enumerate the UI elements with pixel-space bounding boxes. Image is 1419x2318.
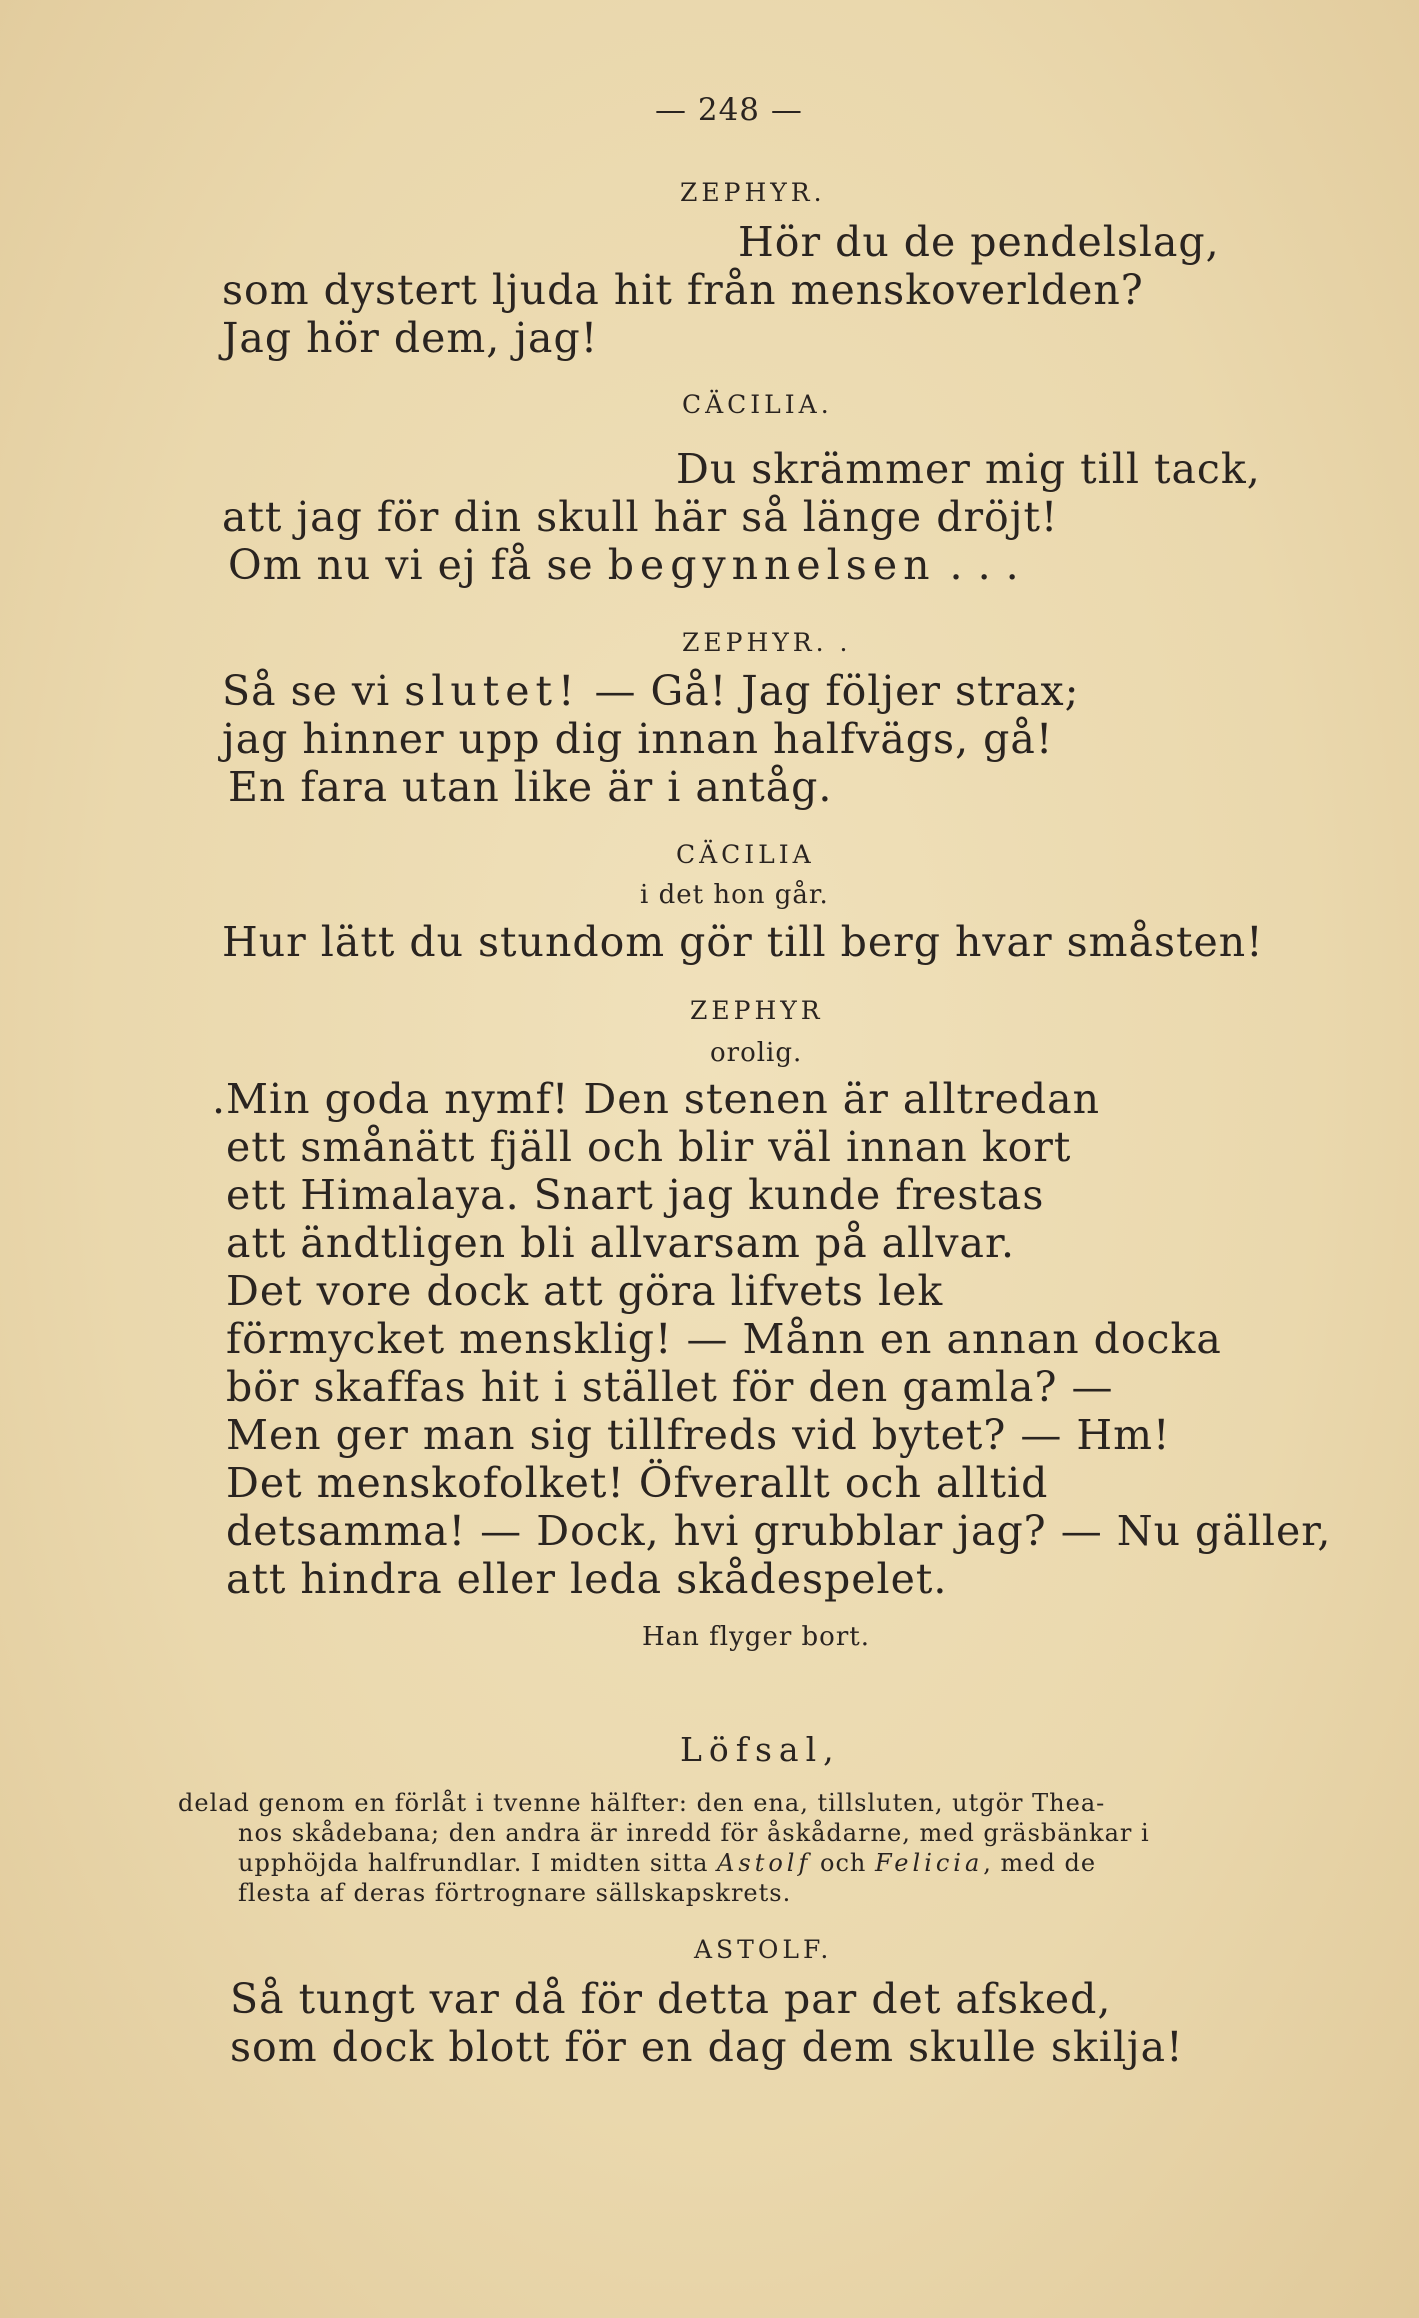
verse-line: förmycket mensklig! — Månn en annan docka (226, 1315, 1222, 1363)
stage-direction: orolig. (710, 1038, 803, 1068)
speaker-name: ZEPHYR. (680, 178, 826, 207)
verse-line: Du skrämmer mig till tack, (676, 445, 1261, 493)
verse-line: som dock blott för en dag dem skulle skilja! (230, 2023, 1184, 2071)
verse-line: En fara utan like är i antåg. (228, 763, 833, 811)
speaker-name: ZEPHYR (690, 996, 824, 1025)
verse-text: . . . (935, 541, 1020, 589)
verse-line: ett Himalaya. Snart jag kunde frestas (226, 1171, 1045, 1219)
verse-text: Så se vi (222, 667, 405, 715)
scene-title: Löfsal, (680, 1730, 841, 1769)
verse-line: .Min goda nymf! Den stenen är alltredan (212, 1075, 1100, 1123)
verse-line: som dystert ljuda hit från menskoverlden? (222, 266, 1144, 314)
scene-text: upphöjda halfrundlar. I midten sitta (238, 1849, 718, 1877)
verse-text: — Gå! Jag följer strax; (580, 667, 1080, 715)
verse-line: att ändtligen bli allvarsam på allvar. (226, 1219, 1016, 1267)
speaker-name: CÄCILIA (676, 840, 815, 869)
verse-line: detsamma! — Dock, hvi grubblar jag? — Nu gäller, (226, 1507, 1332, 1555)
verse-line: att jag för din skull här så länge dröjt! (222, 493, 1059, 541)
page-number: — 248 — (655, 92, 803, 128)
scene-text: , med de (983, 1849, 1097, 1877)
verse-line: jag hinner upp dig innan halfvägs, gå! (222, 715, 1054, 763)
verse-line (228, 541, 1020, 589)
speaker-name: ASTOLF. (694, 1935, 833, 1964)
scene-text: och (811, 1849, 875, 1877)
stage-direction: i det hon går. (640, 880, 829, 910)
emphasized-word: begynnelsen (607, 541, 936, 589)
character-name: Astolf (717, 1849, 812, 1877)
stage-direction: Han flyger bort. (642, 1622, 870, 1652)
scene-description-line: delad genom en förlåt i tvenne hälfter: den ena, tillsluten, utgör Thea- (178, 1789, 1106, 1817)
verse-line: Det menskofolket! Öfverallt och alltid (226, 1459, 1049, 1507)
scene-description-line (238, 1849, 1096, 1877)
verse-line: Hör du de pendelslag, (738, 218, 1220, 266)
verse-line: Jag hör dem, jag! (222, 314, 599, 362)
character-name: Felicia (874, 1849, 984, 1877)
verse-line: att hindra eller leda skådespelet. (226, 1555, 948, 1603)
scene-description-line: nos skådebana; den andra är inredd för åskådarne, med gräsbänkar i (238, 1819, 1150, 1847)
verse-line: Hur lätt du stundom gör till berg hvar småsten! (222, 918, 1264, 966)
verse-line: Men ger man sig tillfreds vid bytet? — Hm! (226, 1411, 1171, 1459)
scene-description-line: flesta af deras förtrognare sällskapskrets. (238, 1879, 792, 1907)
speaker-name: CÄCILIA. (682, 390, 833, 419)
verse-text: Om nu vi ej få se (228, 541, 608, 589)
verse-line: Det vore dock att göra lifvets lek (226, 1267, 944, 1315)
speaker-name: ZEPHYR. . (682, 628, 852, 657)
verse-line (222, 667, 1080, 715)
verse-line: Så tungt var då för detta par det afsked, (230, 1975, 1112, 2023)
verse-line: bör skaffas hit i stället för den gamla? — (226, 1363, 1114, 1411)
verse-line: ett smånätt fjäll och blir väl innan kort (226, 1123, 1072, 1171)
emphasized-word: slutet! (404, 667, 581, 715)
